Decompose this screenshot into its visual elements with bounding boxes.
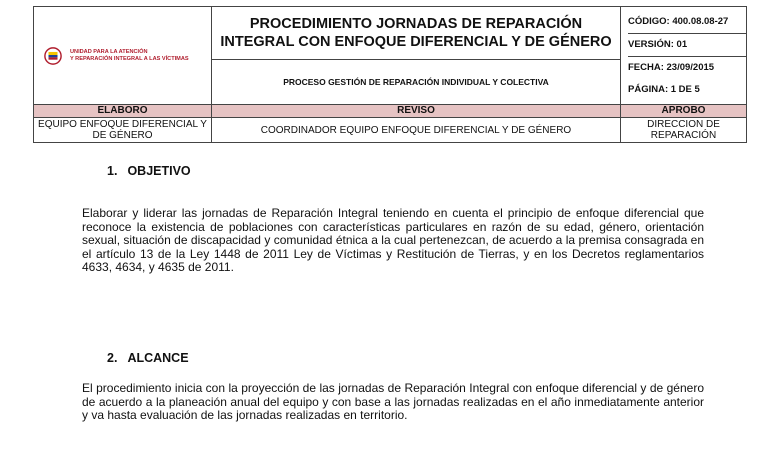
logo-text-line2: Y REPARACIÓN INTEGRAL A LAS VÍCTIMAS: [70, 55, 189, 62]
elaboro-value: EQUIPO ENFOQUE DIFERENCIAL Y DE GÉNERO: [34, 118, 212, 143]
document-page-number: PÁGINA: 1 DE 5: [628, 83, 700, 95]
document-version: VERSIÓN: 01: [628, 33, 746, 56]
reviso-value: COORDINADOR EQUIPO ENFOQUE DIFERENCIAL Y DE GÉNERO: [212, 118, 621, 143]
signature-header-row: [34, 105, 747, 118]
document-code: CÓDIGO: 400.08.08-27: [628, 15, 729, 27]
aprobo-value: DIRECCION DE REPARACIÓN: [621, 118, 747, 143]
document-meta: [621, 7, 747, 105]
section-number: 1.: [107, 164, 118, 178]
section-title: ALCANCE: [127, 351, 189, 365]
elaboro-label: ELABORO: [34, 105, 212, 118]
reviso-label: REVISO: [212, 105, 621, 118]
section-number: 2.: [107, 351, 118, 365]
unidad-victimas-logo: [34, 47, 211, 65]
title-line-2: INTEGRAL CON ENFOQUE DIFERENCIAL Y DE GÉNERO: [220, 34, 612, 50]
logo-text-line1: UNIDAD PARA LA ATENCIÓN: [70, 48, 148, 55]
section-title: OBJETIVO: [127, 164, 191, 178]
document-date: FECHA: 23/09/2015: [628, 56, 746, 79]
logo-cell: [34, 7, 212, 105]
signature-value-row: [34, 118, 747, 143]
document-title: [212, 7, 621, 60]
section-body-alcance: El procedimiento inicia con la proyección de las jornadas de Reparación Integral con enfoque diferencial y de género de acuerdo a la planeación anual del equipo y con base a las jornadas realizadas en el año inmediatamente anterior y va hasta evaluación de las jornadas realizadas en territorio.: [82, 381, 704, 423]
section-heading-objetivo: [107, 164, 191, 178]
colombia-seal-icon: [44, 47, 62, 65]
process-name: PROCESO GESTIÓN DE REPARACIÓN INDIVIDUAL Y COLECTIVA: [212, 60, 621, 105]
aprobo-label: APROBO: [621, 105, 747, 118]
section-heading-alcance: [107, 351, 189, 365]
title-line-1: PROCEDIMIENTO JORNADAS DE REPARACIÓN: [249, 16, 583, 32]
document-header-table: [33, 6, 747, 143]
section-body-objetivo: Elaborar y liderar las jornadas de Reparación Integral teniendo en cuenta el principio de enfoque diferencial que reconoce la existencia de poblaciones con características particulares en razón de su edad, género, orientación sexual, situación de discapacidad y comunidad étnica a la cual pertenezcan, de acuerdo a la premisa consagrada en el artículo 13 de la Ley 1448 de 2011 Ley de Víctimas y Restitución de Tierras, y en los Decretos reglamentarios 4633, 4634, y 4635 de 2011.: [82, 206, 704, 275]
